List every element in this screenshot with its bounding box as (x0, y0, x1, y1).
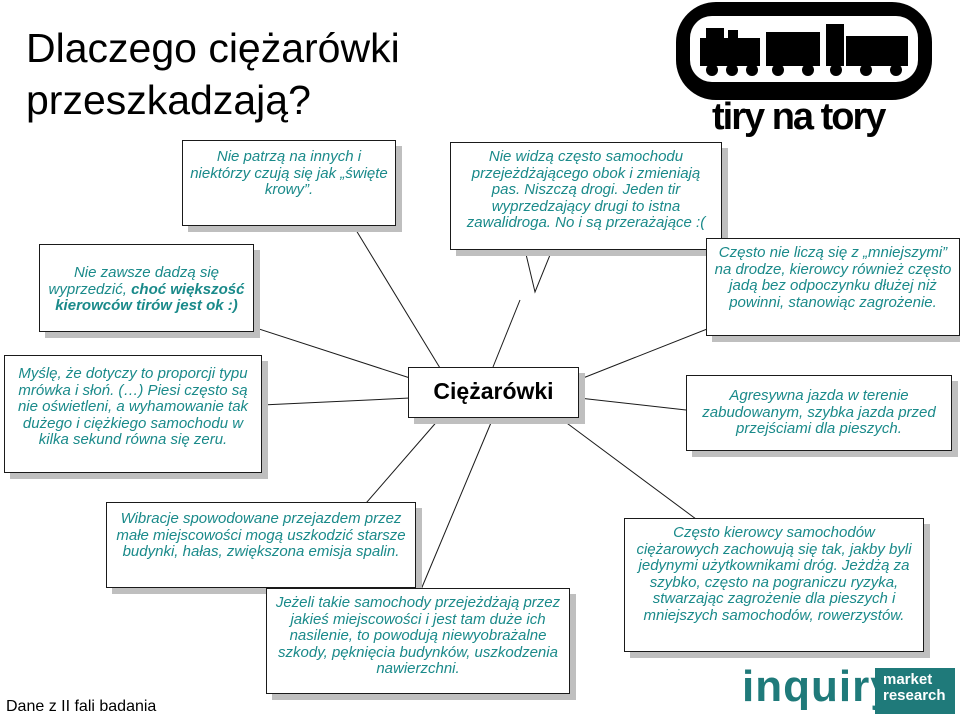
connector-line (560, 418, 700, 522)
bubble-aggressive-driving: Agresywna jazda w terenie zabudowanym, szybka jazda przed przejściami dla pieszych. (686, 375, 952, 451)
bubble-tail (525, 250, 552, 292)
center-node: Ciężarówki (408, 367, 579, 418)
overtaking-text: Nie zawsze dadzą się wyprzedzić, (48, 264, 220, 298)
bubble-fatigue: Często nie liczą się z „mniejszymi” na drodze, kierowcy również często jadą bez odpoczynku dłużej niż powinni, stanowiąc zagrożenie. (706, 238, 960, 336)
connector-line (420, 418, 493, 592)
connector-line (360, 418, 440, 510)
title-line1: Dlaczego ciężarówki (26, 25, 400, 71)
bubble-damage: Jeżeli takie samochody przejeżdżają przez jakieś miejscowości i jest tam duże ich nasilenie, to powodują niewyobrażalne szkody, pęknięcia budynków, uszkodzenia nawierzchni. (266, 588, 570, 694)
connector-line (493, 300, 520, 367)
bubble-overtaking (39, 244, 254, 332)
bubble-attitude: Nie patrzą na innych i niektórzy czują się jak „święte krowy”. (182, 140, 396, 226)
title-line2: przeszkadzają? (26, 77, 311, 123)
inquiry-logo-sub (883, 672, 946, 704)
train-truck-icon (676, 2, 932, 100)
bubble-speeding: Często kierowcy samochodów ciężarowych zachowują się tak, jakby byli jedynymi użytkownikami dróg. Jeżdżą za szybko, często na pograniczu ryzyka, stwarzając zagrożenie dla pieszych i mniejszych samochodów, rowerzystów. (624, 518, 924, 652)
inquiry-logo-word: inquiry (742, 662, 896, 711)
footer-source: Dane z II fali badania (6, 698, 157, 715)
overtaking-bold-text: choć większość kierowców tirów jest ok :) (55, 280, 245, 314)
bubble-pedestrians: Myślę, że dotyczy to proporcji typu mrówka i słoń. (…) Piesi często są nie oświetleni, a wyhamowanie tak dużego i ciężkiego samochodu w kilka sekund równa się zeru. (4, 355, 262, 473)
inquiry-market: market (883, 671, 933, 688)
page-title (26, 22, 546, 126)
tiry-logo-text: tiry na tory (712, 96, 885, 138)
connector-line (262, 398, 410, 405)
bubble-vibrations: Wibracje spowodowane przejazdem przez małe miejscowości mogą uszkodzić starsze budynki, hałas, zwiększona emisja spalin. (106, 502, 416, 588)
inquiry-research: research (883, 687, 946, 704)
connector-line (345, 212, 440, 368)
connector-line (579, 398, 686, 410)
tiry-logo-badge (676, 2, 932, 100)
bubble-visibility: Nie widzą często samochodu przejeżdżającego obok i zmieniają pas. Niszczą drogi. Jeden tir wyprzedzający drugi to istna zawalidroga. No i są przerażające :( (450, 142, 722, 250)
